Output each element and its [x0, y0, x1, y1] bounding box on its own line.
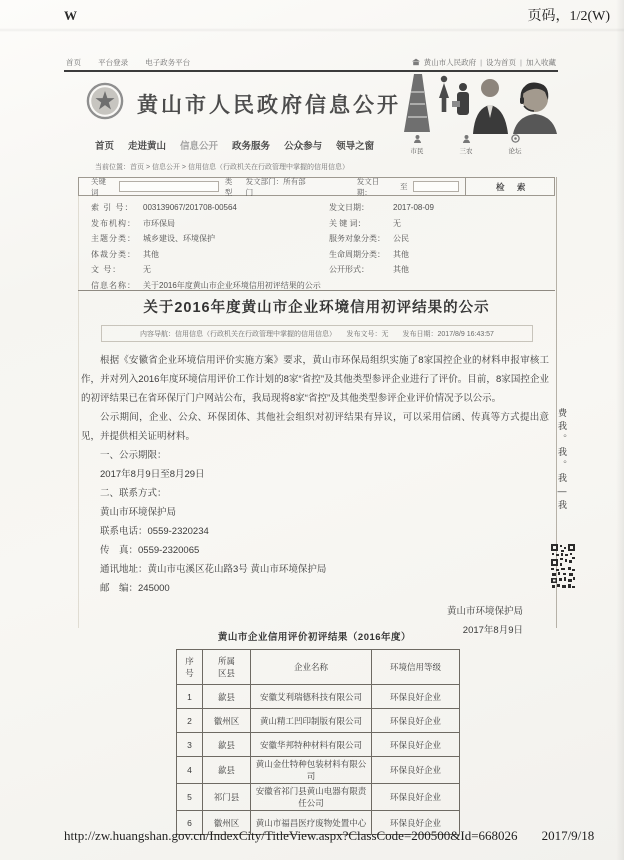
meta-info-name: 关于2016年度黄山市企业环境信用初评结果的公示 [143, 280, 321, 290]
meta-doc-number: 无 [143, 265, 151, 275]
cell-county: 徽州区 [203, 811, 251, 835]
scan-crease [0, 28, 624, 32]
cell-seq: 5 [177, 784, 203, 811]
cell-seq: 1 [177, 685, 203, 709]
contact-org: 黄山市环境保护局 [100, 507, 177, 518]
breadcrumb: 当前位置：首页 > 信息公开 > 信用信息（行政机关在行政管理中掌握的信用信息） [95, 164, 349, 171]
meta-issue-date: 2017-08-09 [393, 203, 434, 213]
signature-org: 黄山市环境保护局 [446, 606, 523, 617]
service-citizen[interactable] [406, 134, 428, 155]
meta-row [78, 247, 555, 263]
meta-topic-category: 城乡建设、环境保护 [143, 234, 215, 244]
cell-county: 歙县 [203, 757, 251, 784]
service-label: 论坛 [508, 148, 522, 155]
document-info-line: 内容导航：信用信息（行政机关在行政管理中掌握的信用信息） 发布文号：无 发布日期：2017/8/9 16:43:57 [101, 325, 533, 342]
table-row [177, 784, 460, 811]
tab-about-huangshan[interactable]: 走进黄山 [128, 141, 167, 152]
evaluation-results-table [176, 649, 460, 835]
cell-company: 黄山市福昌医疗废物处置中心 [251, 811, 372, 835]
column-header-seq: 序号 [177, 650, 203, 685]
print-footer [64, 828, 594, 844]
meta-genre: 其他 [143, 249, 159, 259]
tab-public-participation[interactable]: 公众参与 [284, 141, 323, 152]
table-row [177, 733, 460, 757]
meta-label: 关 键 词： [329, 218, 366, 228]
margin-handwriting-note: 费我。我。我—我 [557, 408, 567, 513]
service-shortcuts [406, 134, 526, 155]
meta-label: 文 号： [91, 265, 122, 275]
meta-format: 其他 [393, 265, 409, 275]
topbar-set-home-link[interactable]: 设为首页 [486, 58, 517, 67]
cell-seq: 4 [177, 757, 203, 784]
topbar-separator: | [520, 58, 522, 67]
cell-county: 祁门县 [203, 784, 251, 811]
publicity-period: 2017年8月9日至8月29日 [100, 469, 205, 480]
keyword-input[interactable] [119, 181, 218, 192]
body-paragraph: 根据《安徽省企业环境信用评价实施方案》要求，黄山市环保局组织实施了8家国控企业的材料申报审核工作，并对列入2016年度环境信用评价工作计划的8家“省控”及其他类型参评企业进行了评价。目前，8家国控企业的初评结果已在省环保厅门户网站公布，我局现将8家“省控”及其他类型参评企业评价情况予以公示。 [81, 355, 549, 404]
contact-phone: 联系电话：0559-2320234 [100, 526, 209, 537]
meta-row [78, 262, 555, 278]
contact-fax: 传 真：0559-2320065 [100, 545, 200, 556]
table-header-row [177, 650, 460, 685]
document-metadata [78, 200, 555, 293]
cell-seq: 2 [177, 709, 203, 733]
cell-county: 歙县 [203, 685, 251, 709]
body-paragraph: 公示期间，企业、公众、环保团体、其他社会组织对初评结果有异议，可以采用信函、传真等方式提出意见，并提供相关证明材料。 [81, 412, 549, 442]
national-emblem-icon [86, 82, 124, 125]
meta-keywords: 无 [393, 218, 401, 228]
footer-url: http://zw.huangshan.gov.cn/IndexCity/TitleView.aspx?ClassCode=200500&Id=668026 [64, 828, 518, 843]
service-rural[interactable] [455, 134, 477, 155]
topbar-favorite-link[interactable]: 加入收藏 [526, 58, 556, 67]
cell-rating: 环保良好企业 [372, 685, 460, 709]
meta-label: 公开形式： [329, 265, 369, 275]
date-to-label: 至 [399, 182, 408, 191]
utility-bar [66, 57, 556, 68]
date-label: 发文日期： [356, 176, 380, 197]
cell-county: 歙县 [203, 733, 251, 757]
tab-leaders[interactable]: 领导之窗 [336, 141, 375, 152]
date-input[interactable] [413, 181, 459, 192]
section-heading: 二、联系方式： [100, 488, 167, 499]
site-title: 黄山市人民政府信息公开 [137, 93, 401, 117]
scan-edge-shadow [616, 0, 624, 860]
evaluation-results-section [176, 629, 453, 835]
cell-county: 徽州区 [203, 709, 251, 733]
cell-rating: 环保良好企业 [372, 757, 460, 784]
contact-zip: 邮 编：245000 [100, 583, 170, 594]
cell-company: 安徽省祁门县黄山电器有限责任公司 [251, 784, 372, 811]
topbar-separator: | [480, 58, 483, 67]
table-row [177, 685, 460, 709]
citizen-icon [413, 134, 422, 145]
cell-company: 安徽艾利瑞德科技有限公司 [251, 685, 372, 709]
meta-label: 生命周期分类： [329, 249, 385, 259]
government-building-icon [412, 58, 420, 68]
meta-label: 发布机构： [91, 218, 136, 228]
type-label: 类型 [224, 176, 233, 197]
site-logo [86, 82, 401, 125]
document-search-bar [78, 177, 555, 196]
cell-company: 黄山金仕特种包装材料有限公司 [251, 757, 372, 784]
metadata-divider [78, 290, 555, 291]
keyword-label: 关键词 [91, 176, 106, 197]
meta-label: 信息名称： [91, 280, 136, 290]
cell-rating: 环保良好企业 [372, 784, 460, 811]
column-header-county: 所属区县 [203, 650, 251, 685]
cell-company: 黄山精工凹印制版有限公司 [251, 709, 372, 733]
column-header-rating: 环境信用等级 [372, 650, 460, 685]
table-row [177, 709, 460, 733]
table-title: 黄山市企业信用评价初评结果（2016年度） [217, 632, 412, 643]
cell-rating: 环保良好企业 [372, 811, 460, 835]
cell-rating: 环保良好企业 [372, 733, 460, 757]
cell-company: 安徽华邦特种材料有限公司 [251, 733, 372, 757]
tab-home[interactable]: 首页 [95, 141, 115, 152]
tab-gov-services[interactable]: 政务服务 [232, 141, 271, 152]
cell-seq: 3 [177, 733, 203, 757]
topbar-gov-portal-link[interactable]: 黄山市人民政府 [423, 58, 477, 67]
meta-index-number: 003139067/201708-00564 [143, 203, 237, 213]
meta-row [78, 216, 555, 232]
meta-lifecycle: 其他 [393, 249, 409, 259]
meta-label: 主题分类： [91, 234, 136, 244]
farmer-icon [462, 134, 471, 145]
meta-row [78, 231, 555, 247]
print-corner-mark: W [64, 8, 77, 23]
forum-icon [511, 134, 520, 145]
footer-print-date: 2017/9/18 [541, 828, 595, 843]
contact-address: 通讯地址：黄山市屯溪区花山路3号 黄山市环境保护局 [100, 564, 327, 575]
meta-issuing-org: 市环保局 [143, 218, 175, 228]
section-heading: 一、公示期限： [100, 450, 167, 461]
service-label: 市民 [410, 148, 424, 155]
table-row [177, 757, 460, 784]
topbar-home-link[interactable]: 首页 [66, 58, 81, 67]
topbar-egov-link[interactable]: 电子政务平台 [145, 58, 191, 67]
meta-label: 服务对象分类： [329, 234, 385, 244]
meta-label: 体裁分类： [91, 249, 136, 259]
meta-row [78, 200, 555, 216]
column-header-company: 企业名称 [251, 650, 372, 685]
document-body [81, 351, 549, 640]
document-title: 关于2016年度黄山市企业环境信用初评结果的公示 [143, 300, 490, 316]
meta-audience: 公民 [393, 234, 409, 244]
main-nav [95, 138, 374, 152]
qr-code [551, 544, 575, 590]
search-divider [465, 178, 466, 195]
department-filter[interactable]: 发文部门：所有部门 [245, 176, 306, 197]
meta-label: 发文日期： [329, 203, 369, 213]
service-forum[interactable] [504, 134, 526, 155]
print-page-number: 页码，1/2(W) [527, 9, 610, 24]
topbar-login-link[interactable]: 平台登录 [98, 58, 129, 67]
tab-info-disclosure[interactable]: 信息公开 [180, 141, 219, 152]
header-people-image [394, 72, 566, 134]
search-button[interactable]: 检 索 [472, 180, 554, 194]
cell-rating: 环保良好企业 [372, 709, 460, 733]
signature-date: 2017年8月9日 [462, 625, 523, 636]
service-label: 三农 [459, 148, 473, 155]
cell-seq: 6 [177, 811, 203, 835]
meta-label: 索 引 号： [91, 203, 134, 213]
